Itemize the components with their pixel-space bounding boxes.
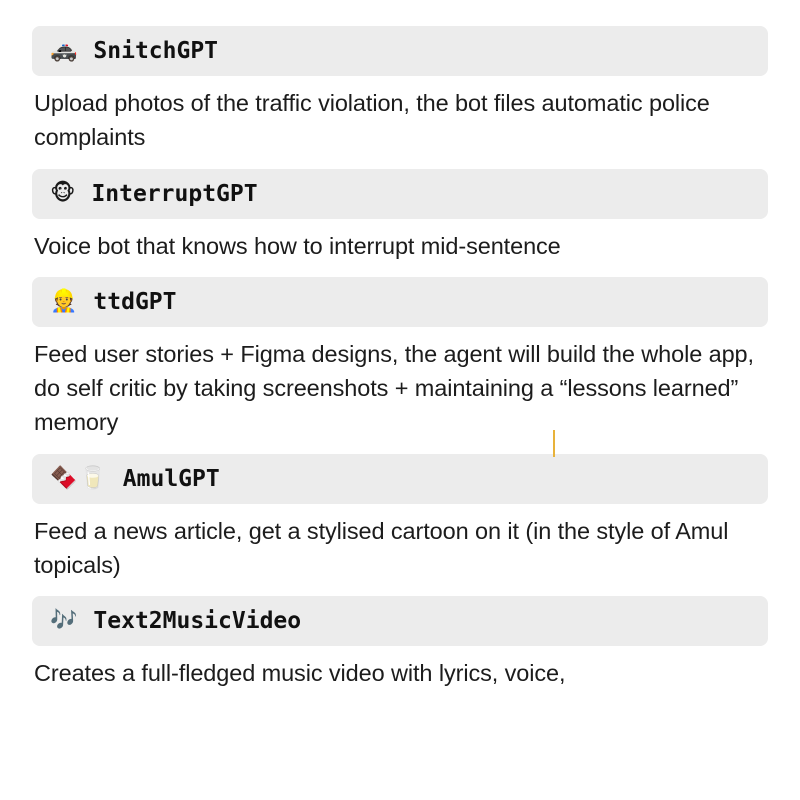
construction-worker-icon: 👷 [50, 288, 80, 314]
entry-title: SnitchGPT [93, 38, 219, 64]
musical-notes-icon: 🎶 [50, 608, 80, 634]
entry-title: InterruptGPT [91, 180, 258, 207]
entry-title: ttdGPT [93, 288, 177, 315]
entry-heading [32, 454, 768, 504]
entry-description: Creates a full-fledged music video with lyrics, voice, [34, 660, 566, 687]
entry-heading [32, 169, 768, 219]
entry-heading [32, 277, 768, 327]
entry-description: Feed user stories + Figma designs, the agent will build the whole app, do self critic by taking screenshots + maintaining a “lessons learned” memory [34, 340, 754, 436]
text-cursor [553, 430, 555, 457]
police-car-icon: 🚓 [50, 38, 80, 63]
entry-title: AmulGPT [122, 465, 220, 492]
list-item [32, 596, 768, 690]
list-item [32, 277, 768, 440]
chocolate-and-milk-icon: 🍫🥛 [50, 465, 109, 491]
entry-description: Feed a news article, get a stylised cartoon on it (in the style of Amul topicals) [34, 517, 729, 579]
list-item [32, 169, 768, 263]
entry-heading [32, 26, 768, 76]
entry-description: Upload photos of the traffic violation, the bot files automatic police complaints [34, 90, 710, 151]
entry-title: Text2MusicVideo [93, 608, 302, 635]
entry-description: Voice bot that knows how to interrupt mid-sentence [34, 232, 561, 259]
monkey-face-icon: 🐵 [50, 180, 78, 206]
list-item [32, 26, 768, 155]
entry-heading [32, 596, 768, 646]
list-item [32, 454, 768, 583]
